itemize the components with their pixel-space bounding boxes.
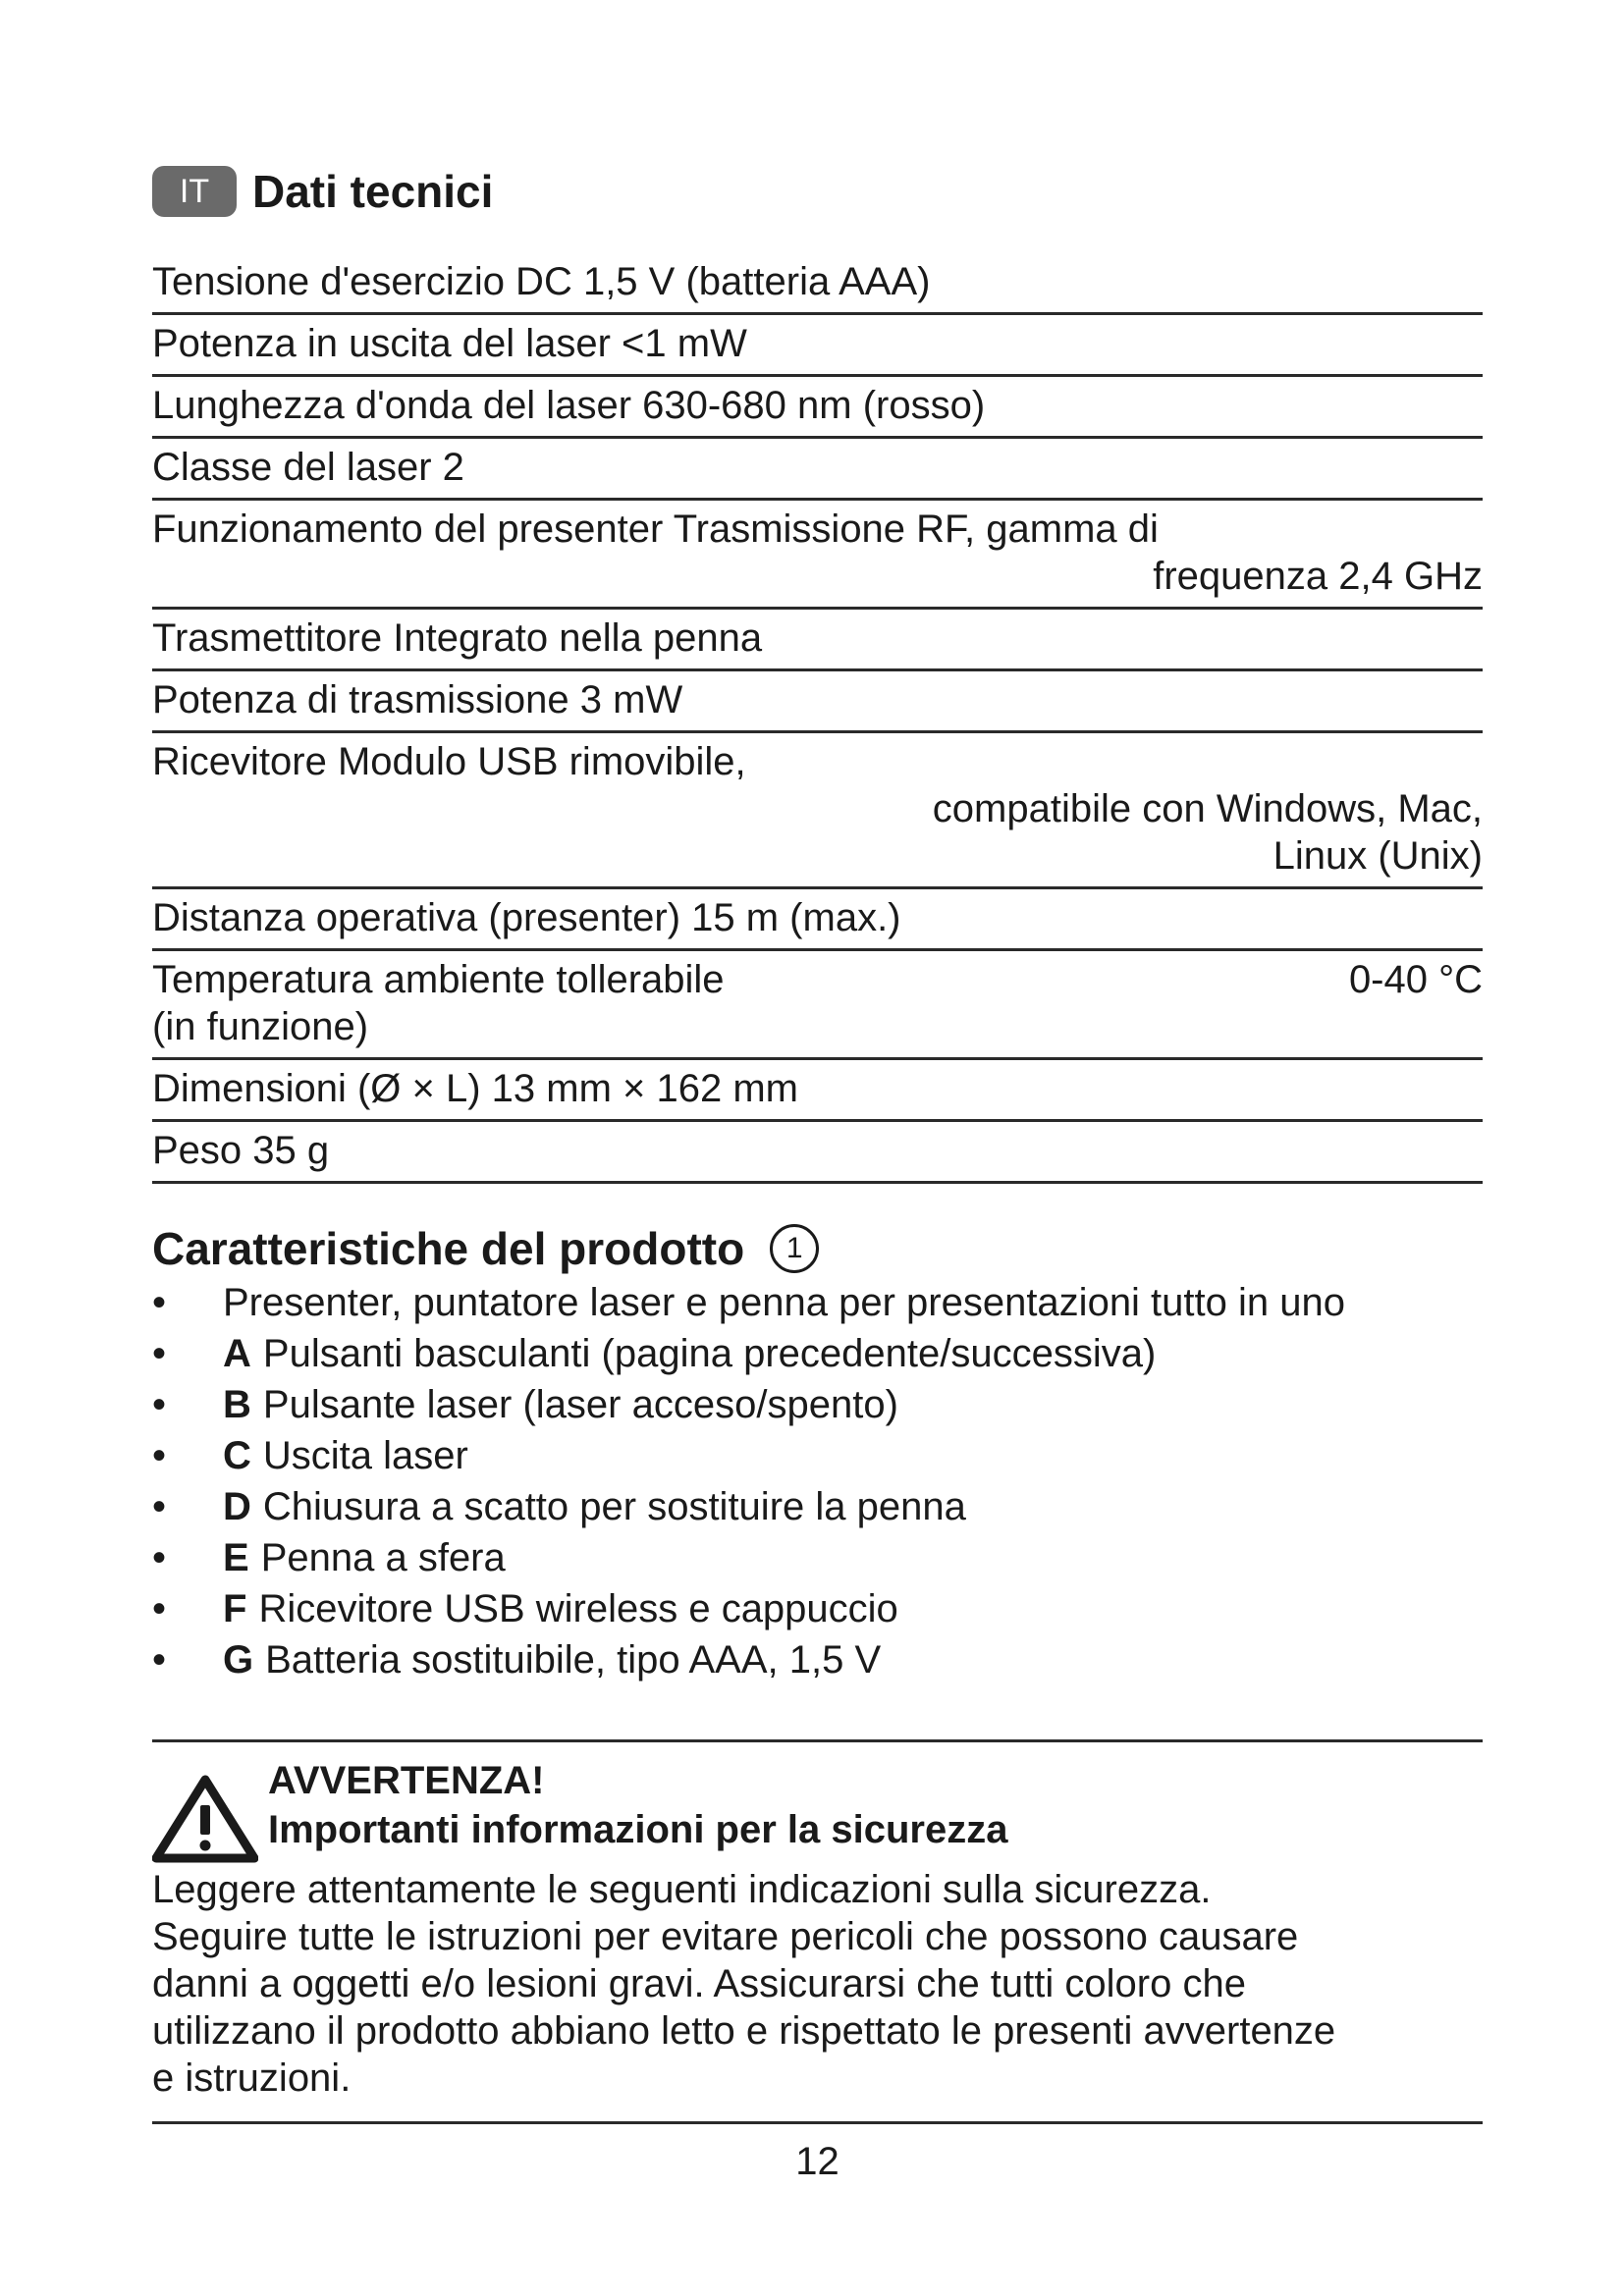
bullet: • xyxy=(152,1536,167,1579)
spec-text: Potenza in uscita del laser <1 mW xyxy=(152,322,747,365)
warning-body-line: utilizzano il prodotto abbiano letto e rispettato le presenti avvertenze xyxy=(152,2009,1336,2053)
spec-continuation: frequenza 2,4 GHz xyxy=(1153,555,1483,598)
language-badge: IT xyxy=(152,166,237,217)
spec-row xyxy=(152,671,1483,733)
feature-letter: C xyxy=(223,1434,251,1477)
page-number: 12 xyxy=(795,2140,839,2183)
feature-item xyxy=(152,1634,1483,1685)
bullet: • xyxy=(152,1587,167,1630)
features-section xyxy=(152,1222,1483,1685)
warning-body-line: Seguire tutte le istruzioni per evitare pericoli che possono causare xyxy=(152,1915,1299,1958)
bullet: • xyxy=(152,1434,167,1477)
feature-text: Pulsanti basculanti (pagina precedente/successiva) xyxy=(262,1332,1157,1375)
feature-item xyxy=(152,1583,1483,1634)
warning-titles xyxy=(268,1756,1007,1854)
spec-row xyxy=(152,377,1483,439)
warning-triangle-icon xyxy=(152,1774,258,1864)
spec-continuation: Linux (Unix) xyxy=(1272,834,1483,878)
warning-body-line: danni a oggetti e/o lesioni gravi. Assicurarsi che tutti coloro che xyxy=(152,1962,1246,2005)
feature-text: Uscita laser xyxy=(262,1434,468,1477)
spec-row xyxy=(152,733,1483,889)
feature-letter: D xyxy=(223,1485,251,1528)
feature-item xyxy=(152,1532,1483,1583)
spec-text: Lunghezza d'onda del laser 630-680 nm (rosso) xyxy=(152,384,986,427)
spec-text: Temperatura ambiente tollerabile xyxy=(152,958,725,1001)
feature-text: Pulsante laser (laser acceso/spento) xyxy=(262,1383,898,1426)
feature-text: Presenter, puntatore laser e penna per presentazioni tutto in uno xyxy=(223,1281,1345,1324)
spec-row xyxy=(152,610,1483,671)
section-heading xyxy=(152,165,493,218)
spec-text: Dimensioni (Ø × L) 13 mm × 162 mm xyxy=(152,1067,798,1110)
warning-body-line: Leggere attentamente le seguenti indicazioni sulla sicurezza. xyxy=(152,1868,1212,1911)
feature-item xyxy=(152,1430,1483,1481)
spec-continuation: (in funzione) xyxy=(152,1005,369,1048)
spec-continuation: compatibile con Windows, Mac, xyxy=(932,787,1483,830)
warning-header xyxy=(152,1756,1483,1864)
bullet: • xyxy=(152,1485,167,1528)
spec-value: 0-40 °C xyxy=(1348,958,1483,1001)
feature-item xyxy=(152,1277,1483,1328)
figure-ref-badge: 1 xyxy=(770,1224,819,1273)
spec-text: Funzionamento del presenter Trasmissione RF, gamma di xyxy=(152,507,1159,551)
features-heading xyxy=(152,1222,1483,1275)
spec-text: Trasmettitore Integrato nella penna xyxy=(152,616,763,660)
spec-text: Classe del laser 2 xyxy=(152,446,464,489)
spec-text: Potenza di trasmissione 3 mW xyxy=(152,678,683,721)
bullet: • xyxy=(152,1332,167,1375)
feature-letter: F xyxy=(223,1587,247,1630)
feature-letter: B xyxy=(223,1383,251,1426)
feature-item xyxy=(152,1481,1483,1532)
spec-row xyxy=(152,439,1483,501)
section-title: Dati tecnici xyxy=(252,166,494,217)
spec-text: Peso 35 g xyxy=(152,1129,330,1172)
features-title: Caratteristiche del prodotto xyxy=(152,1223,745,1274)
bullet: • xyxy=(152,1383,167,1426)
warning-body-line: e istruzioni. xyxy=(152,2056,352,2100)
spec-row xyxy=(152,951,1483,1060)
feature-text: Chiusura a scatto per sostituire la penna xyxy=(262,1485,966,1528)
spec-text: Tensione d'esercizio DC 1,5 V (batteria AAA) xyxy=(152,260,931,303)
feature-item xyxy=(152,1379,1483,1430)
feature-text: Ricevitore USB wireless e cappuccio xyxy=(258,1587,898,1630)
spec-row xyxy=(152,889,1483,951)
feature-letter: E xyxy=(223,1536,249,1579)
feature-letter: A xyxy=(223,1332,251,1375)
spec-row xyxy=(152,1122,1483,1184)
spec-row xyxy=(152,253,1483,315)
warning-title: AVVERTENZA! xyxy=(268,1759,545,1802)
spec-row xyxy=(152,315,1483,377)
warning-subtitle: Importanti informazioni per la sicurezza xyxy=(268,1808,1008,1851)
spec-row xyxy=(152,501,1483,610)
manual-page xyxy=(152,0,1483,2296)
spec-row xyxy=(152,1060,1483,1122)
warning-box xyxy=(152,1739,1483,2124)
feature-text: Batteria sostituibile, tipo AAA, 1,5 V xyxy=(265,1638,882,1682)
spec-text: Distanza operativa (presenter) 15 m (max.) xyxy=(152,896,901,939)
feature-letter: G xyxy=(223,1638,254,1682)
bullet: • xyxy=(152,1638,167,1682)
feature-item xyxy=(152,1328,1483,1379)
warning-body xyxy=(152,1866,1483,2102)
feature-text: Penna a sfera xyxy=(260,1536,506,1579)
spec-list xyxy=(152,253,1483,1184)
bullet: • xyxy=(152,1281,167,1324)
spec-text: Ricevitore Modulo USB rimovibile, xyxy=(152,740,746,783)
